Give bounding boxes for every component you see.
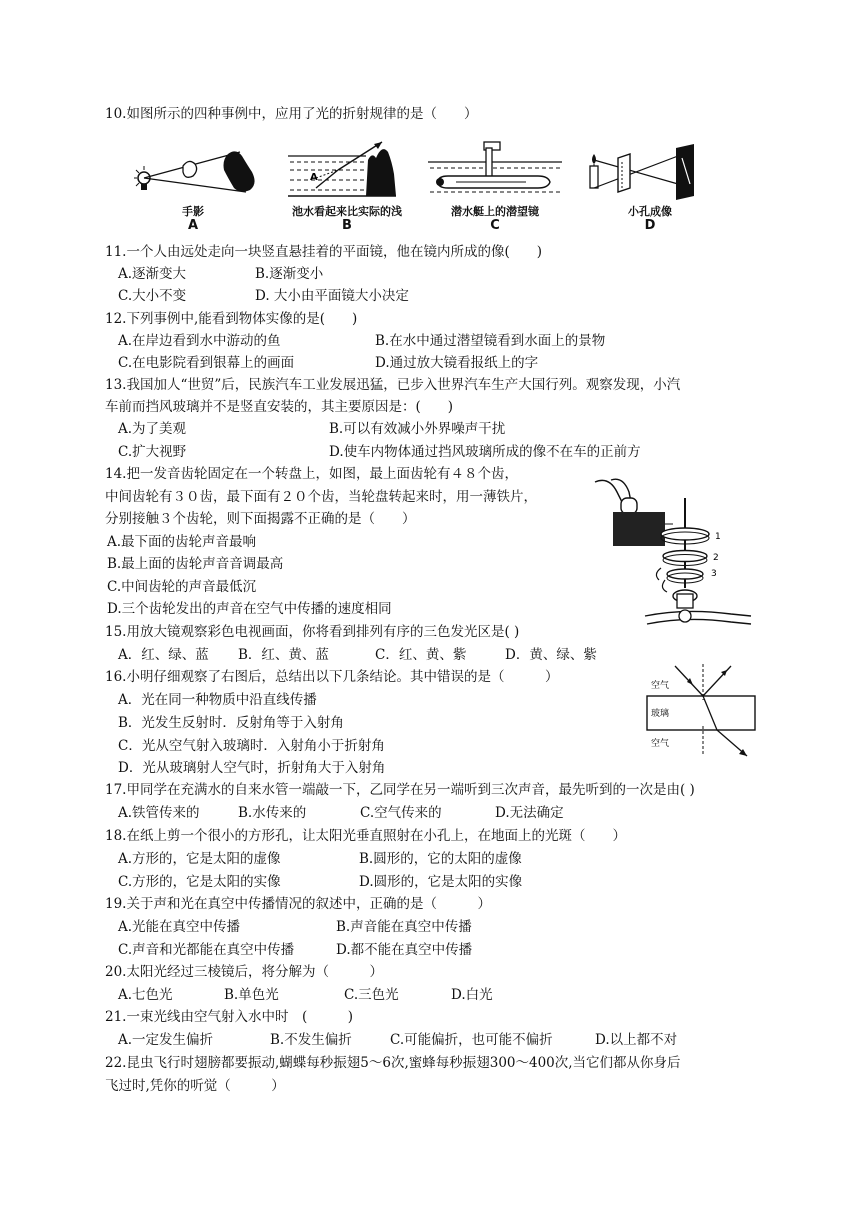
question-19-option-a: A.光能在真空中传播 — [118, 919, 241, 935]
question-15-option-b: B．红、黄、蓝 — [238, 647, 329, 663]
figure-b-caption: 池水看起来比实际的浅 — [292, 205, 402, 218]
question-14-stem-line-1: 14.把一发音齿轮固定在一个转盘上，如图，最上面齿轮有４８个齿， — [105, 466, 518, 482]
question-20-option-b: B.单色光 — [224, 987, 279, 1003]
question-14-stem-line-3: 分别接触３个齿轮，则下面揭露不正确的是（ ） — [105, 511, 416, 527]
gear-label-1: 1 — [715, 532, 721, 542]
glass-label: 玻璃 — [651, 709, 670, 719]
question-18-option-b: B.圆形的，它的太阳的虚像 — [359, 851, 522, 867]
question-15-option-a: A．红、绿、蓝 — [118, 647, 209, 663]
question-20-option-a: A.七色光 — [118, 987, 173, 1003]
question-20-stem: 20.太阳光经过三棱镜后，将分解为（ ） — [105, 964, 383, 980]
question-21-option-b: B.不发生偏折 — [270, 1032, 352, 1048]
figure-c-caption: 潜水艇上的潜望镜 — [451, 205, 539, 218]
question-16-option-d: D．光从玻璃射人空气时，折射角大于入射角 — [118, 760, 386, 776]
question-21-option-c: C.可能偏折，也可能不偏折 — [390, 1032, 553, 1048]
question-16-stem: 16.小明仔细观察了右图后，总结出以下几条结论。其中错误的是（ ） — [105, 669, 559, 685]
question-11-option-a: A.逐渐变大 — [118, 266, 187, 282]
question-14-stem-line-2: 中间齿轮有３０齿，最下面有２０个齿，当轮盘转起来时，用一薄铁片， — [105, 489, 537, 505]
question-11-stem: 11.一个人由远处走向一块竖直悬挂着的平面镜，他在镜内所成的像( ) — [105, 244, 543, 260]
question-16-option-c: C．光从空气射入玻璃时．入射角小于折射角 — [118, 738, 385, 754]
question-17-option-b: B.水传来的 — [238, 805, 307, 821]
question-14-option-a: A.最下面的齿轮声音最响 — [107, 534, 257, 550]
air-label-bottom: 空气 — [651, 739, 670, 749]
question-13-stem-line-1: 13.我国加人“世贸”后，民族汽车工业发展迅猛，已步入世界汽车生产大国行列。观察发现，小汽 — [105, 377, 681, 393]
question-17-option-a: A.铁管传来的 — [118, 805, 200, 821]
question-15-option-c: C．红、黄、紫 — [375, 647, 467, 663]
question-16-option-b: B．光发生反射时．反射角等于入射角 — [118, 715, 344, 731]
gear-label-2: 2 — [713, 553, 719, 563]
figure-b-letter: B — [342, 218, 352, 233]
question-12-option-c: C.在电影院看到银幕上的画面 — [118, 355, 295, 371]
question-17-option-c: C.空气传来的 — [360, 805, 442, 821]
figure-d-caption: 小孔成像 — [628, 205, 672, 218]
pinhole-camera-illustration — [582, 144, 712, 200]
question-19-option-c: C.声音和光都能在真空中传播 — [118, 942, 295, 958]
figure-c-letter: C — [490, 218, 500, 233]
question-13-stem-line-2: 车前而挡风玻璃并不是竖直安装的，其主要原因是：( ) — [105, 399, 454, 415]
question-13-option-c: C.扩大视野 — [118, 444, 187, 460]
question-14-option-b: B.最上面的齿轮声音音调最高 — [107, 556, 284, 572]
question-18-stem: 18.在纸上剪一个很小的方形孔，让太阳光垂直照射在小孔上，在地面上的光斑（ ） — [105, 828, 626, 844]
question-18-option-d: D.圆形的，它是太阳的实像 — [359, 874, 523, 890]
question-21-option-d: D.以上都不对 — [595, 1032, 678, 1048]
question-16-option-a: A．光在同一种物质中沿直线传播 — [118, 692, 317, 708]
hand-shadow-illustration — [128, 148, 268, 200]
question-22-stem-line-1: 22.昆虫飞行时翅膀都要振动,蝴蝶每秒振翅5～6次,蜜蜂每秒振翅300～400次,当它们都从你身后 — [105, 1055, 681, 1071]
question-11-option-b: B.逐渐变小 — [255, 266, 324, 282]
question-21-option-a: A.一定发生偏折 — [118, 1032, 214, 1048]
question-19-stem: 19.关于声和光在真空中传播情况的叙述中，正确的是（ ） — [105, 896, 491, 912]
question-11-option-c: C.大小不变 — [118, 288, 187, 304]
question-11-option-d: D. 大小由平面镜大小决定 — [255, 288, 409, 304]
pool-refraction-illustration — [286, 140, 406, 200]
gear-label-3: 3 — [711, 569, 717, 579]
question-13-option-b: B.可以有效减小外界噪声干扰 — [329, 421, 506, 437]
question-22-stem-line-2: 飞过时,凭你的听觉（ ） — [105, 1078, 285, 1094]
question-13-option-a: A.为了美观 — [118, 421, 187, 437]
question-18-option-a: A.方形的，它是太阳的虚像 — [118, 851, 281, 867]
figure-d-letter: D — [644, 218, 656, 233]
question-14-option-c: C.中间齿轮的声音最低沉 — [107, 579, 257, 595]
pool-point-label: A — [310, 172, 318, 183]
question-10-stem: 10.如图所示的四种事例中，应用了光的折射规律的是（ ） — [105, 106, 478, 122]
air-label-top: 空气 — [651, 681, 670, 691]
question-14-option-d: D.三个齿轮发出的声音在空气中传播的速度相同 — [107, 601, 392, 617]
question-20-option-d: D.白光 — [451, 987, 493, 1003]
question-12-stem: 12.下列事例中,能看到物体实像的是( ) — [105, 311, 358, 327]
question-15-option-d: D．黄、绿、紫 — [505, 647, 597, 663]
glass-slab-refraction — [643, 660, 763, 758]
question-17-stem: 17.甲同学在充满水的自来水管一端敲一下，乙同学在另一端听到三次声音，最先听到的一次是由( ) — [105, 782, 695, 798]
question-17-option-d: D.无法确定 — [495, 805, 564, 821]
question-20-option-c: C.三色光 — [344, 987, 399, 1003]
question-12-option-d: D.通过放大镜看报纸上的字 — [375, 355, 539, 371]
question-13-option-d: D.使车内物体通过挡风玻璃所成的像不在车的正前方 — [329, 444, 641, 460]
gear-wheel-apparatus — [585, 476, 755, 628]
question-18-option-c: C.方形的，它是太阳的实像 — [118, 874, 281, 890]
periscope-illustration — [426, 138, 564, 198]
figure-a-caption: 手影 — [182, 205, 204, 218]
question-19-option-b: B.声音能在真空中传播 — [336, 919, 472, 935]
question-21-stem: 21.一束光线由空气射入水中时 ( ) — [105, 1009, 354, 1025]
question-15-stem: 15.用放大镜观察彩色电视画面，你将看到排列有序的三色发光区是( ) — [105, 624, 520, 640]
figure-a-letter: A — [187, 218, 199, 233]
question-12-option-b: B.在水中通过潜望镜看到水面上的景物 — [375, 333, 606, 349]
question-12-option-a: A.在岸边看到水中游动的鱼 — [118, 333, 281, 349]
question-19-option-d: D.都不能在真空中传播 — [336, 942, 473, 958]
